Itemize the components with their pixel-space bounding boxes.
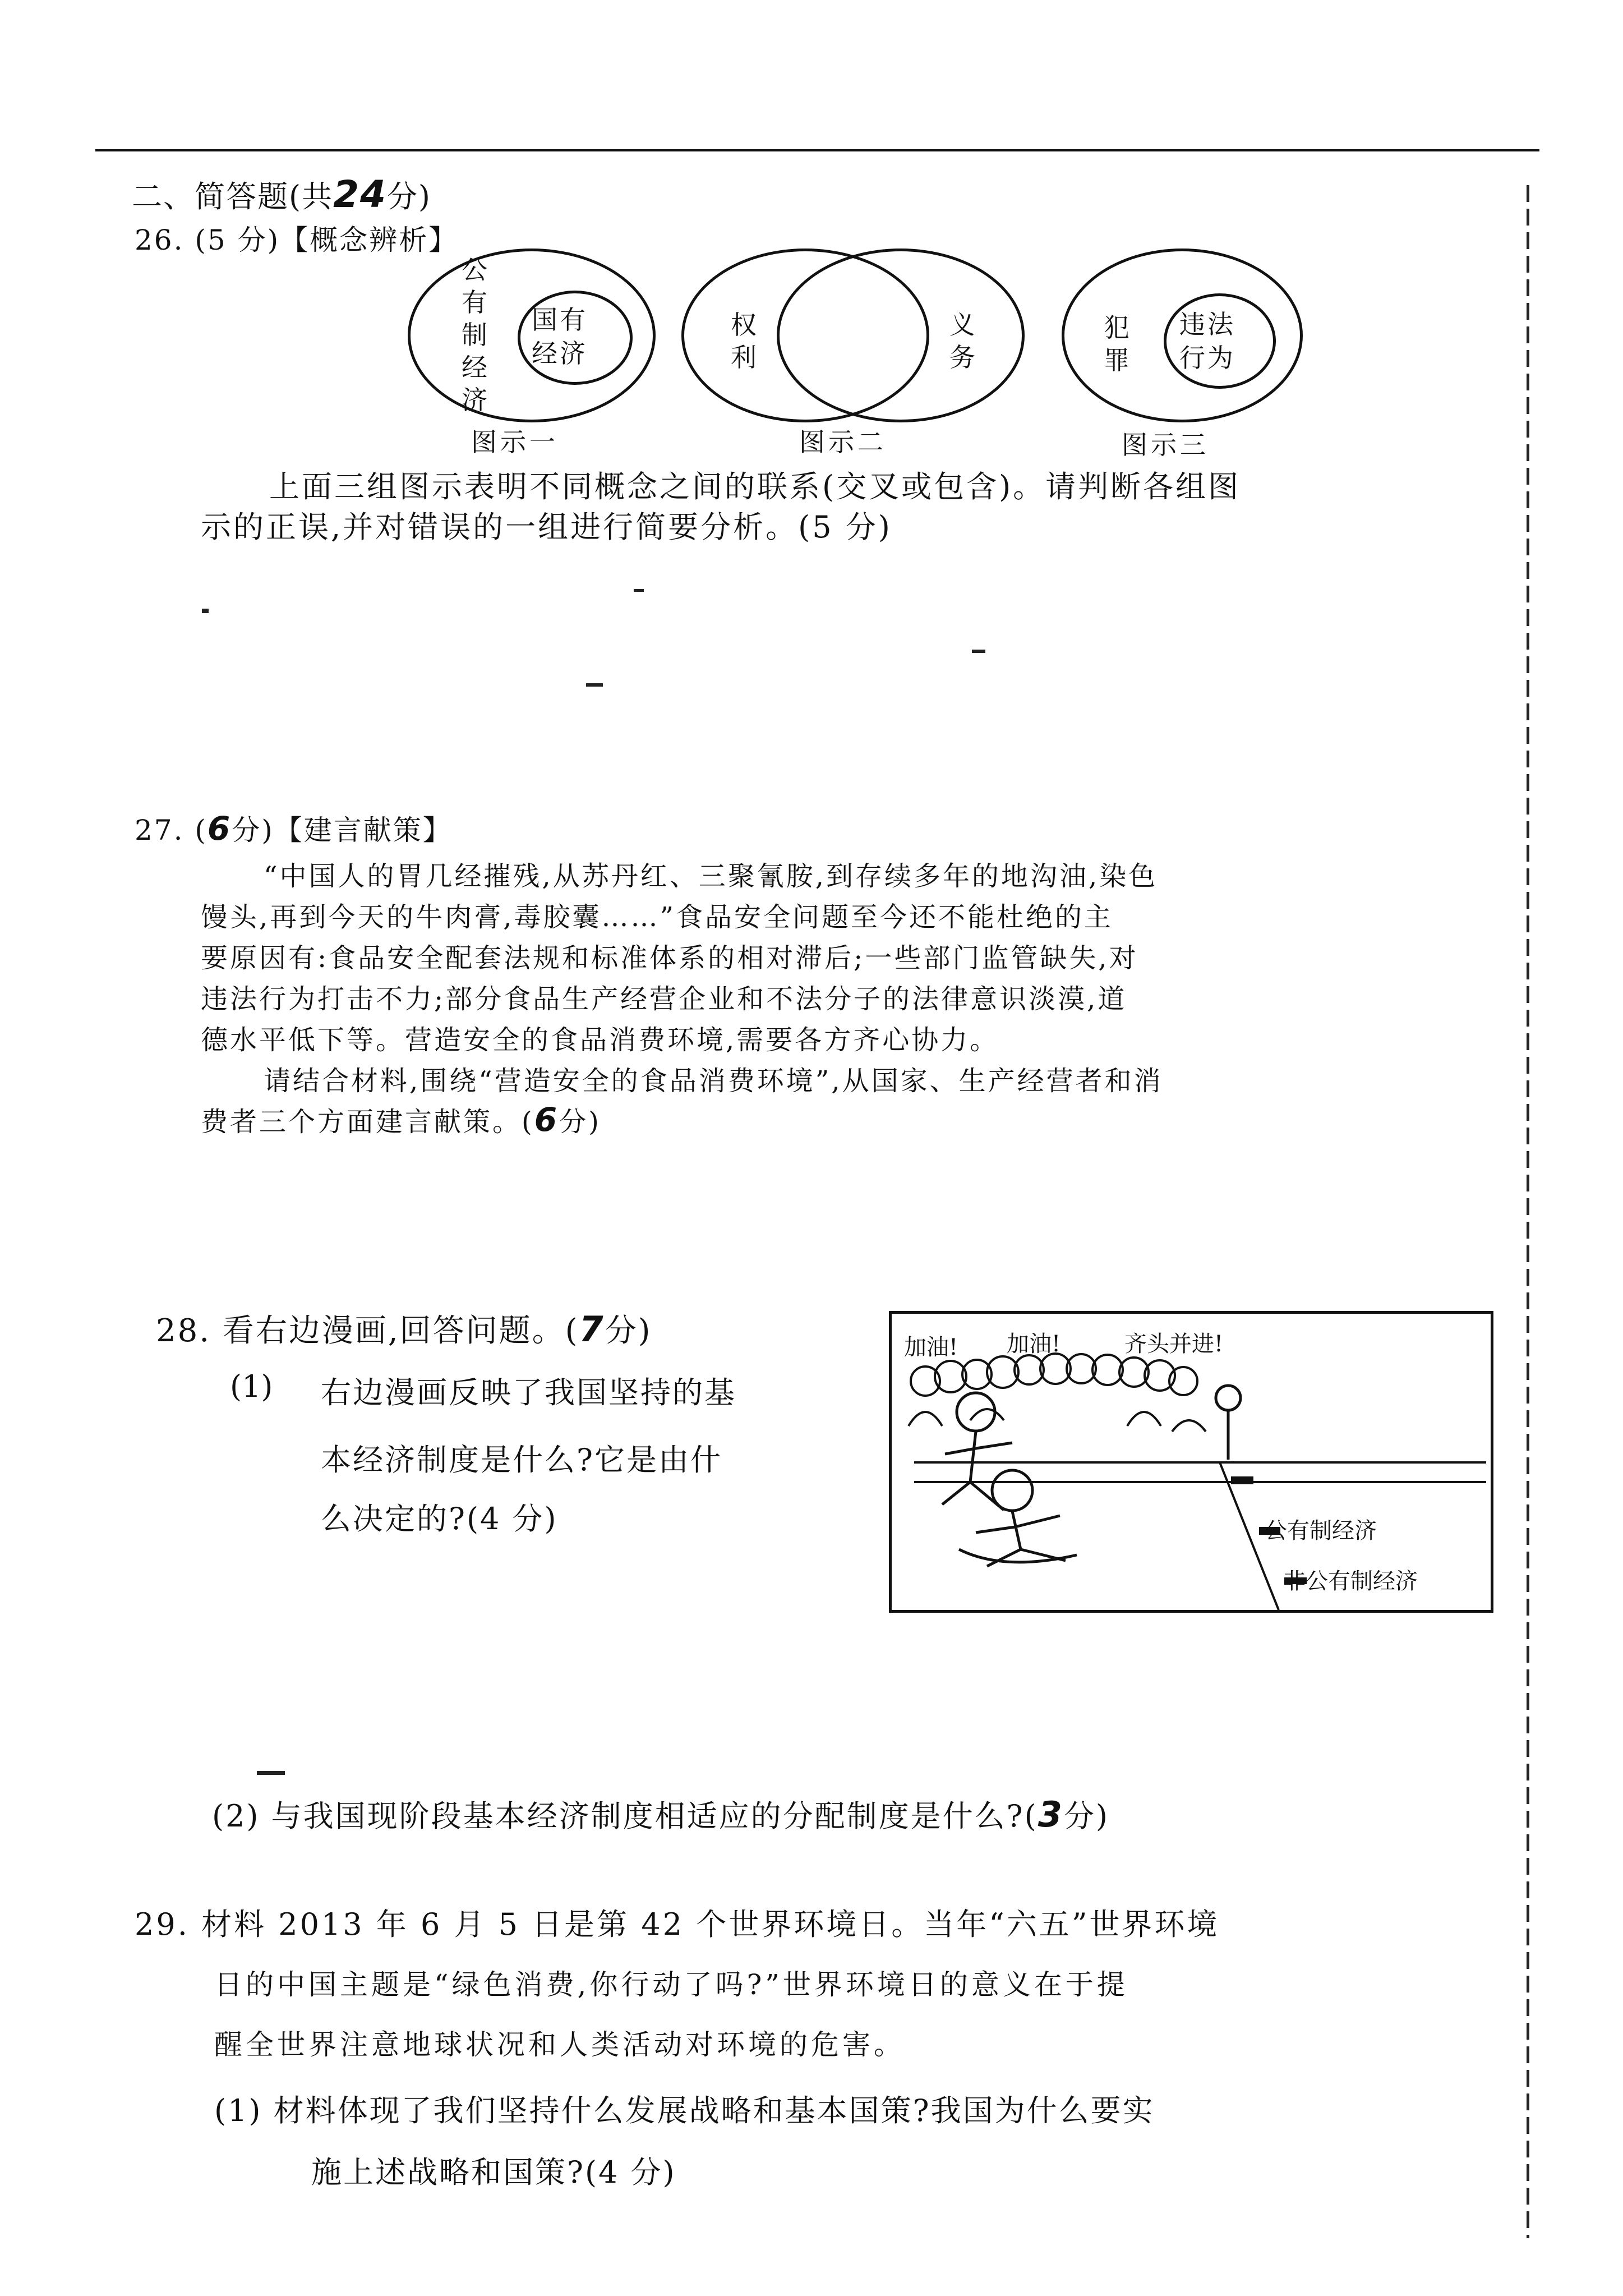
- q28-sub2: (2) 与我国现阶段基本经济制度相适应的分配制度是什么?(3分): [212, 1794, 1109, 1835]
- fig2-right-label: 义 务: [949, 310, 975, 372]
- q29-line1: 29. 材料 2013 年 6 月 5 日是第 42 个世界环境日。当年“六五”世界环境: [135, 1907, 1220, 1942]
- right-margin-rule: [1527, 185, 1529, 2238]
- handwritten-score: 6: [207, 809, 232, 848]
- q27-line4: 违法行为打击不力;部分食品生产经营企业和不法分子的法律意识淡漠,道: [201, 983, 1127, 1015]
- q27-line3: 要原因有:食品安全配套法规和标准体系的相对滞后;一些部门监管缺失,对: [201, 942, 1138, 974]
- q28-sub1-line3: 么决定的?(4 分): [321, 1501, 558, 1536]
- q28-sub1-line1: 右边漫画反映了我国坚持的基: [321, 1375, 736, 1410]
- top-rule: [95, 149, 1539, 151]
- runners-icon: [942, 1393, 1077, 1566]
- q26-text-line2: 示的正误,并对错误的一组进行简要分析。(5 分): [201, 509, 892, 545]
- cartoon-cheer-3: 齐头并进!: [1124, 1331, 1224, 1357]
- cartoon-cheer-2: 加油!: [1007, 1331, 1061, 1357]
- fig2-right-circle: [777, 249, 1025, 422]
- cartoon-cheer-1: 加油!: [904, 1335, 958, 1360]
- fig1-outer-label: 公 有 制 经 济: [462, 255, 487, 415]
- scan-speck: [586, 683, 603, 687]
- q28-header: 28. 看右边漫画,回答问题。(7分): [156, 1309, 652, 1350]
- handwritten-score: 3: [1038, 1794, 1064, 1835]
- cartoon-label-public: 公有制经济: [1265, 1518, 1377, 1544]
- q27-line6: 请结合材料,围绕“营造安全的食品消费环境”,从国家、生产经营者和消: [264, 1065, 1163, 1097]
- fig1-caption: 图示一: [471, 427, 559, 457]
- q26-text-line1: 上面三组图示表明不同概念之间的联系(交叉或包含)。请判断各组图: [269, 469, 1241, 504]
- cartoon-image: [889, 1311, 1493, 1613]
- q27-line2: 馒头,再到今天的牛肉膏,毒胶囊……”食品安全问题至今还不能杜绝的主: [201, 901, 1114, 933]
- crowd-icon: [909, 1354, 1206, 1432]
- q27-line1: “中国人的胃几经摧残,从苏丹红、三聚氰胺,到存续多年的地沟油,染色: [264, 861, 1158, 892]
- q28-sub1-label: (1): [230, 1369, 273, 1404]
- fig3-outer-label: 犯 罪: [1104, 312, 1129, 375]
- handwritten-score: 7: [579, 1309, 605, 1350]
- q28-sub1-line2: 本经济制度是什么?它是由什: [321, 1442, 722, 1478]
- q29-sub1-line2: 施上述战略和国策?(4 分): [311, 2155, 676, 2190]
- q27-line7: 费者三个方面建言献策。(6分): [201, 1101, 601, 1139]
- q26-header: 26. (5 分)【概念辨析】: [135, 224, 459, 256]
- handwritten-score: 6: [534, 1101, 560, 1139]
- fig3-inner-label: 违法 行为: [1179, 309, 1235, 373]
- q27-header: 27. (6分)【建言献策】: [135, 809, 453, 848]
- scan-speck: [202, 609, 209, 613]
- fig3-caption: 图示三: [1122, 430, 1209, 460]
- q27-line5: 德水平低下等。营造安全的食品消费环境,需要各方齐心协力。: [201, 1024, 999, 1056]
- fig1-inner-label: 国有 经济: [532, 305, 588, 369]
- section-title: 二、简答题(共24分): [132, 173, 432, 216]
- scan-speck: [972, 650, 985, 653]
- scan-speck: [634, 589, 644, 592]
- cartoon-label-nonpublic: 非公有制经济: [1283, 1568, 1418, 1594]
- flag-post-icon: [1216, 1386, 1241, 1460]
- q29-sub1-line1: (1) 材料体现了我们坚持什么发展战略和基本国策?我国为什么要实: [214, 2093, 1155, 2128]
- scan-speck: [257, 1771, 285, 1775]
- q29-line3: 醒全世界注意地球状况和人类活动对环境的危害。: [214, 2028, 905, 2061]
- fig2-caption: 图示二: [799, 427, 887, 457]
- fig2-left-label: 权 利: [731, 310, 757, 372]
- q29-line2: 日的中国主题是“绿色消费,你行动了吗?”世界环境日的意义在于提: [214, 1968, 1128, 2001]
- handwritten-score: 24: [333, 173, 387, 216]
